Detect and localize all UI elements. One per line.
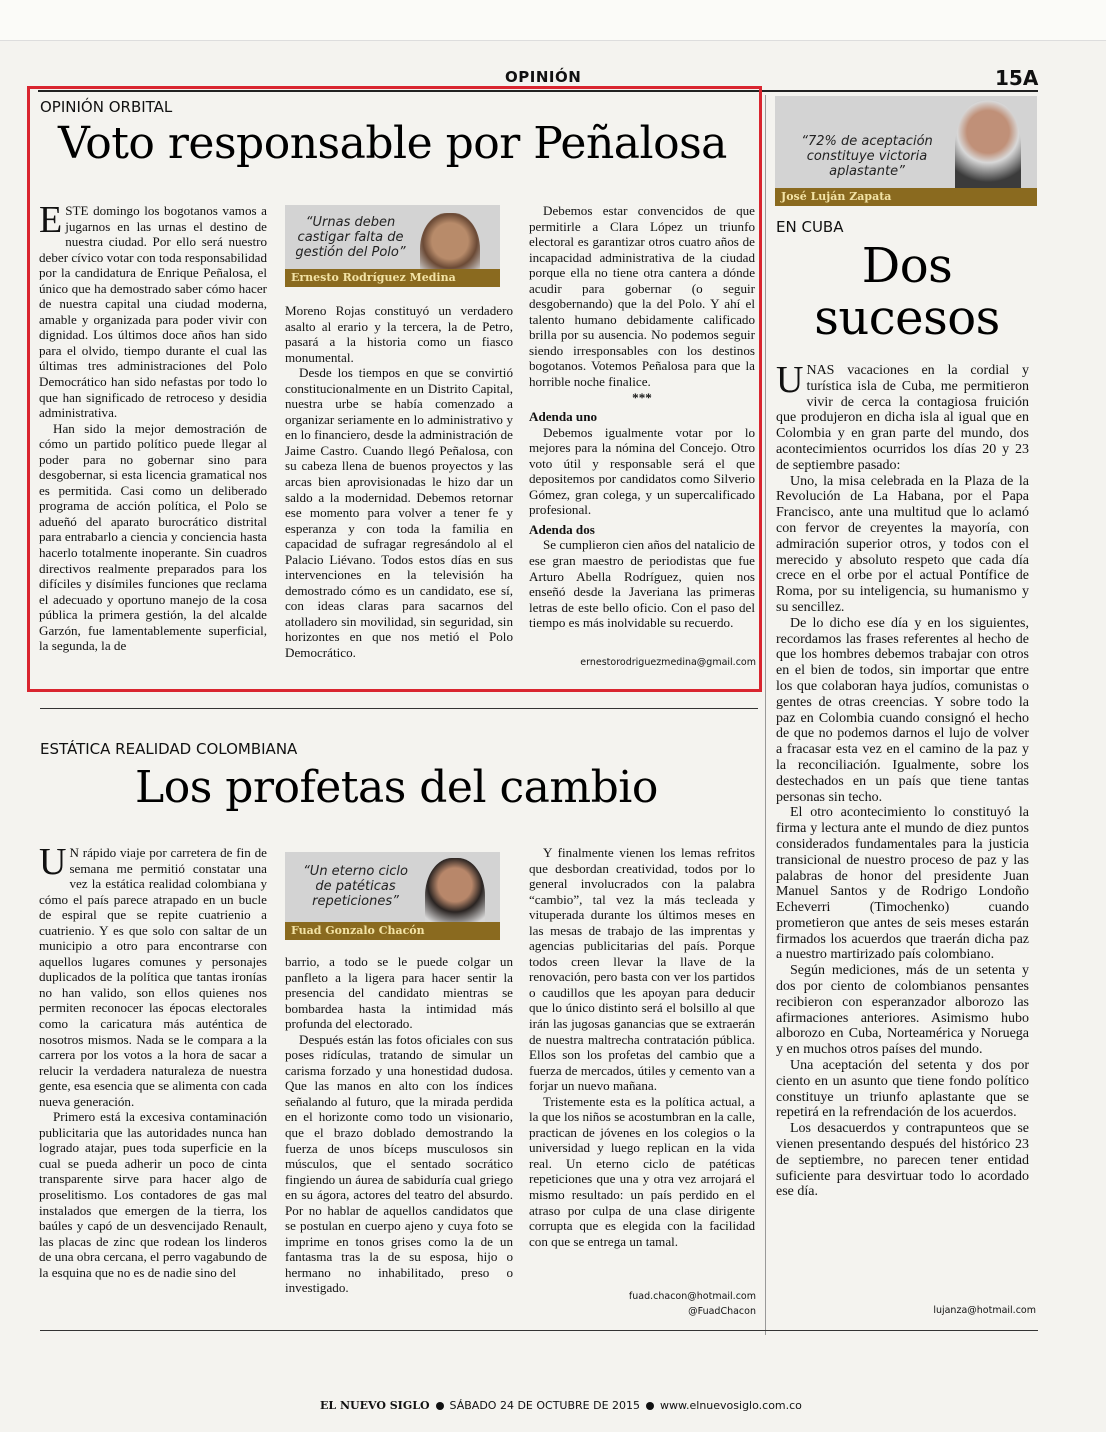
pull-quote: “Urnas deben castigar falta de gestión del Polo” <box>295 215 406 260</box>
article2-paragraph: barrio, a todo se le puede colgar un panfleto a la ligera para hacer sentir la presencia del candidato mientras se bombardea hasta la intimidad más profunda del electorado. <box>285 954 513 1032</box>
article2-paragraph: N rápido viaje por carretera de fin de semana me permitió constatar una vez la estática realidad colombiana y cómo el país parece atrapado en un bucle de espiral que se repite cuatrienio a cuatrienio. Y es que solo con saltar de un municipio a otro para encontrarse con aquellos lugares comunes y personajes duplicados de la política que tantas ironías no han valido, son ellos quienes nos permiten reconocer las épocas electorales como la caricatura más auténtica de nosotros mismos. Nada se le compara a la carrera por los votos a la hora de sacar a relucir la verdadera naturaleza de nuestra gente, esa esencia que se alimenta con cada nueva generación. <box>39 845 267 1109</box>
footer-rule <box>40 1330 1038 1331</box>
article2-paragraph: Tristemente esta es la política actual, a la que los niños se acostumbran en la calle, practican de jóvenes en los colegios o la universidad y luego replican en la vida real. Un eterno ciclo de patéticas repeticiones que una y otra vez arrojará el mismo resultado: un país perdido en el atraso por culpa de una clase dirigente corrupta que es elegida con la facilidad con que se entrega un tamal. <box>529 1093 755 1249</box>
article2-headline: Los profetas del cambio <box>135 762 658 813</box>
article1-headline: Voto responsable por Peñalosa <box>58 118 727 169</box>
dropcap: U <box>39 841 67 883</box>
article1-paragraph: Debemos estar convencidos de que permitirle a Clara López un triunfo electoral es garantizar otros cuatro años de incapacidad administrativa de la ciudad porque ella no tiene otra cantera a dónde acudir para gobernar (o seguir desgobernando) que la del Polo. Y ahí el talento humano debidamente calificado brilla por su ausencia. No podemos seguir siendo irresponsables con los destinos bogotanos. Votemos Peñalosa para que la horrible noche finalice. <box>529 203 755 390</box>
article2-column-1 <box>39 841 267 1280</box>
pull-quote: “Un eterno ciclo de patéticas repeticiones” <box>303 864 408 909</box>
scan-top-edge <box>0 0 1106 41</box>
author-name: Ernesto Rodríguez Medina <box>285 269 500 287</box>
author-twitter: @FuadChacon <box>688 1306 756 1317</box>
article3-headline <box>776 240 1038 344</box>
article1-column-3 <box>529 203 755 631</box>
pull-quote: “72% de aceptación constituye victoria aplastante” <box>801 134 933 179</box>
article3-paragraph: De lo dicho ese día y en los siguientes, recordamos las frases referentes al hecho de que los hombres debemos trabajar con otros en el bien de todos, sin importar que entre los que colaboran haya judíos, comunistas o gentes de otras creencias. Y sobre todo la paz en Colombia cuando consignó el hecho de que no podemos darnos el lujo de volver a fracasar esta vez en el camino de la paz y la reconciliación. Igualmente, sobre los destechados en un país que tiene tantas personas sin techo. <box>776 615 1029 805</box>
article-divider <box>40 708 758 709</box>
article1-paragraph: Desde los tiempos en que se convirtió constitucionalmente en un Distrito Capital, nuestra urbe se había comenzado a organizar seriamente en lo administrativo y en lo financiero, desde la administración de Jaime Castro. Cuando llegó Peñalosa, con su cabeza llena de buenos proyectos y las arcas bien aprovisionadas le hizo dar un saldo a la modernidad. Debemos retornar ese momento para volver a tener fe y esperanza y con toda la familia en capacidad de sufragar regresándolo al el Palacio Liévano. Todos estos días en sus intervenciones en la televisión ha demostrado cómo es un candidato, ese sí, con ideas claras para sacarnos del atolladero sin movilidad, sin seguridad, sin horizontes en que nos metió el Polo Democrático. <box>285 365 513 661</box>
article3-paragraph: Una aceptación del setenta y dos por ciento en un asunto que tiene fondo político constituye un triunfo aplastante que se repetirá en la refrendación de los acuerdos. <box>776 1058 1029 1121</box>
article3-paragraph: Los desacuerdos y contrapunteos que se vienen presentando después del histórico 23 de septiembre, no parecen tener entidad suficiente para desvirtuar todo lo acordado ese día. <box>776 1121 1029 1200</box>
bullet-icon <box>646 1402 654 1410</box>
footer-brand: EL NUEVO SIGLO <box>320 1399 430 1412</box>
article2-paragraph: Primero está la excesiva contaminación publicitaria que las autoridades nunca han logrado atajar, pues toda superficie en la cual se pueda adherir un poco de cinta transparente sirve para hacer algo de proselitismo. Los contadores de gas mal instalados que emergen de la tierra, los baúles y capó de un desvencijado Renault, las placas de zinc que rodean los linderos de una obra cercana, el perro vagabundo de la esquina que no es de nadie sino del <box>39 1109 267 1280</box>
bullet-icon <box>436 1402 444 1410</box>
article1-paragraph: Moreno Rojas constituyó un verdadero asalto al erario y la tercera, la de Petro, pasará a la historia como un fiasco monumental. <box>285 303 513 365</box>
headline-line: sucesos <box>814 290 1000 346</box>
article3-paragraph: Según mediciones, más de un setenta y dos por ciento de colombianos pensantes recibieron con esperanzador alborozo las afirmaciones anteriores. Asimismo hubo alborozo en Cuba, Norteamérica y Noruega y en muchos otros países del mundo. <box>776 963 1029 1058</box>
article1-author-box <box>285 205 500 287</box>
author-email: fuad.chacon@hotmail.com <box>628 1291 756 1302</box>
article3-paragraph: Uno, la misa celebrada en la Plaza de la Revolución de La Habana, por el Papa Francisco, ante una multitud que lo aclamó con fervor de creyentes la mayoría, con admiración superior otros, y todos con el merecido y absoluto respeto que cada día crece en el orbe por el actual Pontífice de Roma, por su inteligencia, su humanismo y su sencillez. <box>776 473 1029 615</box>
author-email: ernestorodriguezmedina@gmail.com <box>580 657 756 668</box>
article1-paragraph: STE domingo los bogotanos vamos a jugarnos en las urnas el destino de nuestra ciudad. Por ello será nuestro deber cívico votar con toda responsabilidad por la candidatura de Enrique Peñalosa, el único que ha demostrado saber cómo hacer de nuestra capital una ciudad moderna, amable y organizada para poder vivir con dignidad. Los últimos doce años han sido para el olvido, tiempo durante el cual las últimas tres administraciones del Polo Democrático han sido nefastas por todo lo que han significado de retroceso y desidia administrativa. <box>39 203 267 421</box>
subhead: Adenda uno <box>529 409 598 425</box>
footer <box>320 1399 802 1412</box>
dropcap: E <box>39 199 63 241</box>
footer-url: www.elnuevosiglo.com.co <box>660 1399 802 1412</box>
author-name: José Luján Zapata <box>775 188 1037 206</box>
article1-paragraph: Debemos igualmente votar por lo mejores para la nómina del Concejo. Otro voto útil y responsable será el que depositemos por candidatos como Silverio Gómez, gran colega, y un supercalificado profesional. <box>529 424 755 518</box>
author-name: Fuad Gonzalo Chacón <box>285 922 500 940</box>
article2-column-2 <box>285 954 513 1296</box>
article1-column-1 <box>39 199 267 654</box>
article3-column <box>776 359 1029 1200</box>
article2-kicker: ESTÁTICA REALIDAD COLOMBIANA <box>40 740 298 758</box>
article3-kicker: EN CUBA <box>776 218 844 236</box>
footer-date: SÁBADO 24 DE OCTUBRE DE 2015 <box>449 1399 641 1412</box>
article2-column-3 <box>529 845 755 1249</box>
section-label: OPINIÓN <box>505 68 582 86</box>
article2-author-box <box>285 852 500 940</box>
article1-paragraph: Han sido la mejor demostración de cómo un partido político puede llegar al poder para no gobernar sino para desgobernar, si esta licencia gramatical nos es permitida. Casi como un deliberado programa de acción política, el Polo se adueñó del aparato burocrático distrital para entrabarlo a ciencia y conciencia hasta hacerlo totalmente inoperante. Sin cuadros directivos realmente preparados para los difíciles y disímiles funciones que reclama el adecuado y oportuno manejo de la cosa pública la primera gestión, la del alcalde Garzón, fue lamentablemente superficial, la segunda, la de <box>39 420 267 654</box>
article2-paragraph: Después están las fotos oficiales con sus poses ridículas, tratando de simular un carisma forzado y una honestidad dudosa. Que las manos en alto con los índices señalando al futuro, que la mirada perdida en el horizonte como todo un visionario, que el brazo doblado demostrando la fuerza de unos bíceps musculosos sin músculos, que el sentado socrático fingiendo un áurea de sabiduría cual griego en su ágora, actores del teatro del absurdo. Por no hablar de aquellos candidatos que se postulan en cuerpo ajeno y cuya foto se imprime en tonos grises como la de un fantasma tras la de su esposa, hijo o hermano no inhabilitado, preso o investigado. <box>285 1031 513 1296</box>
article1-paragraph: Se cumplieron cien años del natalicio de ese gran maestro de periodistas que fue Arturo Abella Rodríguez, quien nos enseñó desde la Javeriana las primeras letras de este bello oficio. Con el paso del tiempo es más inolvidable su recuerdo. <box>529 537 755 631</box>
article3-paragraph: NAS vacaciones en la cordial y turística isla de Cuba, me permitieron vivir de cerca la contagiosa fruición que produjeron en dicha isla al igual que en Colombia y en gran parte del mundo, dos acontecimientos ocurridos los días 20 y 23 de septiembre pasado: <box>776 363 1029 473</box>
subhead: Adenda dos <box>529 521 595 537</box>
article1-column-2 <box>285 303 513 661</box>
headline-line: Dos <box>861 238 953 294</box>
page-number: 15A <box>995 66 1039 90</box>
author-email: lujanza@hotmail.com <box>933 1305 1036 1316</box>
article1-kicker: OPINIÓN ORBITAL <box>40 98 173 116</box>
dropcap: U <box>776 359 804 401</box>
column-divider <box>765 95 766 1335</box>
article3-author-box <box>775 96 1037 206</box>
separator-stars: *** <box>632 389 652 405</box>
article3-paragraph: El otro acontecimiento lo constituyó la firma y lectura ante el mundo de diez puntos considerados fundamentales para la justicia transicional de nuestro proceso de paz y las palabras de honor del presidente Juan Manuel Santos y de Rodrigo Londoño Echeverri (Timochenko) cuando prometieron que antes de seis meses estarán firmados los acuerdos que traerán dicha paz a nuestro martirizado país colombiano. <box>776 805 1029 963</box>
article2-paragraph: Y finalmente vienen los lemas refritos que desbordan creatividad, todos por lo general involucrados con la palabra “cambio”, tal vez la más tecleada y vituperada durante los últimos meses en las mesas de trabajo de las imprentas y agencias publicitarias del país. Porque todos creen llevar la llave de la renovación, pero basta con ver los partidos o caudillos que les apoyan para deducir que lo único distinto será el bolsillo al que irán las jugosas ganancias que se extraerán de nuestra maltrecha contratación pública. Ellos son los profetas del cambio que a fuerza de mercados, útiles y cemento van a forjar un nuevo mañana. <box>529 845 755 1094</box>
